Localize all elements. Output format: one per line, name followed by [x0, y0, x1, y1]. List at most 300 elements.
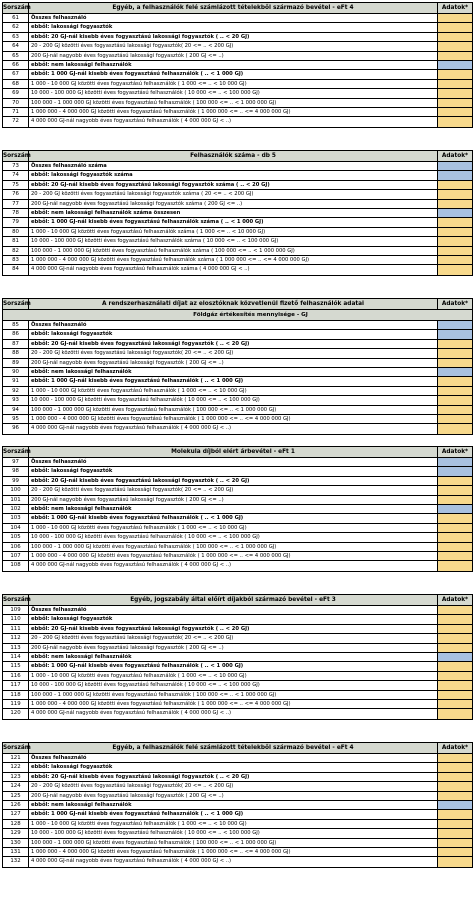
value-input-cell[interactable] [438, 70, 472, 78]
row-description: 1 000 - 10 000 GJ közötti éves fogyasztású felhasználók ( 1 000 <= .. < 10 000 GJ) [29, 524, 438, 532]
value-input-cell[interactable] [438, 644, 472, 652]
table-row [3, 61, 472, 70]
column-header-sorszam: Sorszám [3, 5, 31, 11]
value-input-cell[interactable] [438, 681, 472, 689]
value-input-cell[interactable] [438, 634, 472, 642]
value-input-cell[interactable] [438, 514, 472, 522]
row-description: ebből: lakossági fogyasztók száma [29, 171, 438, 179]
row-number: 110 [3, 615, 29, 623]
row-number: 129 [3, 829, 29, 837]
row-number: 114 [3, 653, 29, 661]
row-description: ebből: lakossági fogyasztók [29, 23, 438, 31]
value-input-cell[interactable] [438, 359, 472, 367]
value-input-cell[interactable] [438, 108, 472, 116]
row-number: 74 [3, 171, 29, 179]
table-row [3, 615, 472, 624]
row-description: 200 GJ-nál nagyobb éves fogyasztású lakossági fogyasztók ( 200 GJ <= ..) [29, 644, 438, 652]
row-number: 70 [3, 99, 29, 107]
row-description: 200 GJ-nál nagyobb éves fogyasztású lakossági fogyasztók ( 200 GJ <= ..) [29, 52, 438, 60]
row-description: ebből: 1 000 GJ-nál kisebb éves fogyasztású felhasználók ( .. < 1 000 GJ) [29, 810, 438, 818]
value-input-cell[interactable] [438, 486, 472, 494]
row-description: 20 - 200 GJ közötti éves fogyasztású lakossági fogyasztók( 20 <= .. < 200 GJ) [29, 42, 438, 50]
row-number: 66 [3, 61, 29, 69]
table-row [3, 829, 472, 838]
row-number: 105 [3, 533, 29, 541]
row-description: ebből: nem lakossági felhasználók [29, 61, 438, 69]
row-number: 100 [3, 486, 29, 494]
table-row [3, 181, 472, 190]
value-input-cell[interactable] [438, 606, 472, 614]
row-number: 101 [3, 496, 29, 504]
table-row [3, 810, 472, 819]
value-input-cell[interactable] [438, 773, 472, 781]
table-row [3, 672, 472, 681]
table-row [3, 857, 472, 866]
row-description: 200 GJ-nál nagyobb éves fogyasztású lakossági fogyasztók ( 200 GJ <= ..) [29, 496, 438, 504]
row-description: ebből: lakossági fogyasztók [29, 615, 438, 623]
row-description: 4 000 000 GJ-nál nagyobb éves fogyasztású felhasználók ( 4 000 000 GJ < ..) [29, 561, 438, 570]
value-input-cell[interactable] [438, 810, 472, 818]
value-input-cell[interactable] [438, 552, 472, 560]
row-number: 126 [3, 801, 29, 809]
row-number: 128 [3, 820, 29, 828]
column-header-sorszam: Sorszám [3, 745, 31, 751]
value-input-cell[interactable] [438, 340, 472, 348]
section-table [2, 150, 473, 276]
value-input-cell[interactable] [438, 524, 472, 532]
table-row [3, 496, 472, 505]
row-number: 130 [3, 839, 29, 847]
row-number: 104 [3, 524, 29, 532]
row-description: Összes felhasználó [29, 14, 438, 22]
table-row [3, 228, 472, 237]
value-input-cell[interactable] [438, 477, 472, 485]
row-description: ebből: nem lakossági felhasználók [29, 368, 438, 376]
value-input-cell[interactable] [438, 181, 472, 189]
value-input-cell[interactable] [438, 700, 472, 708]
row-number: 62 [3, 23, 29, 31]
row-number: 81 [3, 237, 29, 245]
table-row [3, 552, 472, 561]
value-input-cell[interactable] [438, 839, 472, 847]
table-row [3, 625, 472, 634]
table-row [3, 406, 472, 415]
table-row [3, 359, 472, 368]
row-description: 20 - 200 GJ közötti éves fogyasztású lakossági fogyasztók száma ( 20 <= .. < 200 GJ) [29, 190, 438, 198]
table-row [3, 368, 472, 377]
value-input-cell[interactable] [438, 672, 472, 680]
table-row [3, 662, 472, 671]
row-number: 122 [3, 763, 29, 771]
table-row [3, 477, 472, 486]
row-number: 82 [3, 247, 29, 255]
value-input-cell[interactable] [438, 467, 472, 475]
value-input-cell[interactable] [438, 23, 472, 31]
row-description: 100 000 - 1 000 000 GJ közötti éves fogyasztású felhasználók ( 100 000 <= .. < 1 000 000 GJ) [29, 691, 438, 699]
row-number: 121 [3, 754, 29, 762]
row-description: 1 000 000 - 4 000 000 GJ közötti éves fogyasztású felhasználók ( 1 000 000 <= .. <= 4 000 000 GJ) [29, 848, 438, 856]
row-number: 93 [3, 396, 29, 404]
row-description: 10 000 - 100 000 GJ közötti éves fogyasztású felhasználók ( 10 000 <= .. < 100 000 GJ) [29, 681, 438, 689]
column-header-sorszam: Sorszám [3, 301, 31, 307]
row-number: 84 [3, 265, 29, 274]
row-number: 124 [3, 782, 29, 790]
table-row [3, 634, 472, 643]
section-header [3, 447, 472, 458]
row-description: ebből: 1 000 GJ-nál kisebb éves fogyasztású felhasználók ( .. < 1 000 GJ) [29, 662, 438, 670]
column-header-adatok: Adatok* [441, 597, 469, 603]
value-input-cell[interactable] [438, 533, 472, 541]
row-number: 71 [3, 108, 29, 116]
section-table [2, 446, 473, 572]
value-input-cell[interactable] [438, 406, 472, 414]
value-input-cell[interactable] [438, 117, 472, 126]
section-title: A rendszerhasználati díjat az elosztóknak közvetlenül fizető felhasználók adatai [29, 299, 438, 309]
row-number: 111 [3, 625, 29, 633]
row-description: ebből: 1 000 GJ-nál kisebb éves fogyasztású felhasználók ( .. < 1 000 GJ) [29, 377, 438, 385]
row-number: 117 [3, 681, 29, 689]
table-row [3, 330, 472, 339]
row-number: 92 [3, 387, 29, 395]
row-number: 67 [3, 70, 29, 78]
row-description: ebből: 1 000 GJ-nál kisebb éves fogyasztású felhasználók száma ( .. < 1 000 GJ) [29, 218, 438, 226]
table-row [3, 801, 472, 810]
table-row [3, 533, 472, 542]
row-number: 77 [3, 200, 29, 208]
table-row [3, 218, 472, 227]
column-header-adatok: Adatok* [441, 301, 469, 307]
row-number: 125 [3, 792, 29, 800]
row-description: 100 000 - 1 000 000 GJ közötti éves fogyasztású felhasználók ( 100 000 <= .. < 1 000 000 GJ) [29, 839, 438, 847]
value-input-cell[interactable] [438, 801, 472, 809]
value-input-cell[interactable] [438, 99, 472, 107]
row-number: 89 [3, 359, 29, 367]
row-description: 4 000 000 GJ-nál nagyobb éves fogyasztású felhasználók ( 4 000 000 GJ < ..) [29, 424, 438, 433]
row-description: 100 000 - 1 000 000 GJ közötti éves fogyasztású felhasználók ( 100 000 <= .. < 1 000 000 GJ) [29, 543, 438, 551]
row-number: 91 [3, 377, 29, 385]
table-row [3, 237, 472, 246]
table-row [3, 23, 472, 32]
table-row [3, 200, 472, 209]
table-row [3, 561, 472, 570]
value-input-cell[interactable] [438, 782, 472, 790]
value-input-cell[interactable] [438, 14, 472, 22]
row-description: ebből: 20 GJ-nál kisebb éves fogyasztású lakossági fogyasztók száma ( .. < 20 GJ) [29, 181, 438, 189]
row-number: 63 [3, 33, 29, 41]
table-row [3, 14, 472, 23]
table-row [3, 70, 472, 79]
table-row [3, 209, 472, 218]
row-description: 1 000 000 - 4 000 000 GJ közötti éves fogyasztású felhasználók ( 1 000 000 <= .. <= 4 000 000 GJ) [29, 415, 438, 423]
row-number: 86 [3, 330, 29, 338]
table-row [3, 33, 472, 42]
row-number: 90 [3, 368, 29, 376]
table-row [3, 467, 472, 476]
value-input-cell[interactable] [438, 829, 472, 837]
column-header-adatok: Adatok* [441, 5, 469, 11]
row-number: 109 [3, 606, 29, 614]
value-input-cell[interactable] [438, 321, 472, 329]
value-input-cell[interactable] [438, 368, 472, 376]
row-number: 76 [3, 190, 29, 198]
column-header-adatok: Adatok* [441, 153, 469, 159]
row-description: 20 - 200 GJ közötti éves fogyasztású lakossági fogyasztók( 20 <= .. < 200 GJ) [29, 349, 438, 357]
row-description: 100 000 - 1 000 000 GJ közötti éves fogyasztású felhasználók ( 100 000 <= .. < 1 000 000 GJ) [29, 99, 438, 107]
table-row [3, 99, 472, 108]
table-row [3, 42, 472, 51]
row-description: ebből: nem lakossági felhasználók [29, 505, 438, 513]
section-table [2, 742, 473, 868]
table-row [3, 458, 472, 467]
row-number: 108 [3, 561, 29, 570]
row-description: Összes felhasználó [29, 606, 438, 614]
row-number: 112 [3, 634, 29, 642]
table-row [3, 681, 472, 690]
section-title: Felhasználók száma - db 5 [29, 151, 438, 161]
row-description: 10 000 - 100 000 GJ közötti éves fogyasztású felhasználók ( 10 000 <= .. < 100 000 GJ) [29, 89, 438, 97]
value-input-cell[interactable] [438, 200, 472, 208]
row-number: 83 [3, 256, 29, 264]
table-row [3, 653, 472, 662]
row-number: 88 [3, 349, 29, 357]
row-description: 20 - 200 GJ közötti éves fogyasztású lakossági fogyasztók( 20 <= .. < 200 GJ) [29, 782, 438, 790]
row-description: 4 000 000 GJ-nál nagyobb éves fogyasztású felhasználók ( 4 000 000 GJ < ..) [29, 709, 438, 718]
row-description: 1 000 - 10 000 GJ közötti éves fogyasztású felhasználók száma ( 1 000 <= .. < 10 000 GJ) [29, 228, 438, 236]
row-number: 65 [3, 52, 29, 60]
section-title: Molekula díjból elért árbevétel - eFt 1 [29, 447, 438, 457]
table-row [3, 763, 472, 772]
value-input-cell[interactable] [438, 625, 472, 633]
row-number: 103 [3, 514, 29, 522]
value-input-cell[interactable] [438, 228, 472, 236]
row-number: 85 [3, 321, 29, 329]
row-description: 20 - 200 GJ közötti éves fogyasztású lakossági fogyasztók( 20 <= .. < 200 GJ) [29, 486, 438, 494]
table-row [3, 162, 472, 171]
value-input-cell[interactable] [438, 857, 472, 866]
row-description: ebből: 20 GJ-nál kisebb éves fogyasztású lakossági fogyasztók ( .. < 20 GJ) [29, 773, 438, 781]
value-input-cell[interactable] [438, 171, 472, 179]
value-input-cell[interactable] [438, 754, 472, 762]
row-description: 100 000 - 1 000 000 GJ közötti éves fogyasztású felhasználók száma ( 100 000 <= .. < 1 000 000 GJ) [29, 247, 438, 255]
value-input-cell[interactable] [438, 561, 472, 570]
column-header-sorszam: Sorszám [3, 153, 31, 159]
row-description: ebből: 20 GJ-nál kisebb éves fogyasztású lakossági fogyasztók ( .. < 20 GJ) [29, 477, 438, 485]
table-row [3, 377, 472, 386]
value-input-cell[interactable] [438, 52, 472, 60]
value-input-cell[interactable] [438, 763, 472, 771]
row-description: Összes felhasználó száma [29, 162, 438, 170]
row-number: 131 [3, 848, 29, 856]
table-row [3, 321, 472, 330]
row-description: ebből: 20 GJ-nál kisebb éves fogyasztású lakossági fogyasztók ( .. < 20 GJ) [29, 340, 438, 348]
value-input-cell[interactable] [438, 505, 472, 513]
row-description: 4 000 000 GJ-nál nagyobb éves fogyasztású felhasználók ( 4 000 000 GJ < ..) [29, 117, 438, 126]
value-input-cell[interactable] [438, 89, 472, 97]
row-number: 80 [3, 228, 29, 236]
table-row [3, 424, 472, 433]
value-input-cell[interactable] [438, 415, 472, 423]
table-row [3, 265, 472, 274]
table-row [3, 792, 472, 801]
value-input-cell[interactable] [438, 61, 472, 69]
table-row [3, 514, 472, 523]
section-header [3, 299, 472, 310]
section-header [3, 743, 472, 754]
table-row [3, 505, 472, 514]
section-subtitle: Földgáz értékesítés mennyisége - GJ [3, 310, 472, 321]
table-row [3, 190, 472, 199]
table-row [3, 247, 472, 256]
value-input-cell[interactable] [438, 247, 472, 255]
value-input-cell[interactable] [438, 265, 472, 274]
table-row [3, 52, 472, 61]
table-row [3, 89, 472, 98]
table-row [3, 524, 472, 533]
row-description: 10 000 - 100 000 GJ közötti éves fogyasztású felhasználók ( 10 000 <= .. < 100 000 GJ) [29, 533, 438, 541]
row-description: 1 000 000 - 4 000 000 GJ közötti éves fogyasztású felhasználók ( 1 000 000 <= .. <= 4 000 000 GJ) [29, 108, 438, 116]
row-description: Összes felhasználó [29, 754, 438, 762]
section-title: Egyéb, jogszabály által előírt díjakból származó bevétel - eFt 3 [29, 595, 438, 605]
table-row [3, 117, 472, 126]
row-description: 200 GJ-nál nagyobb éves fogyasztású lakossági fogyasztók ( 200 GJ <= ..) [29, 359, 438, 367]
table-row [3, 340, 472, 349]
table-row [3, 387, 472, 396]
row-number: 99 [3, 477, 29, 485]
value-input-cell[interactable] [438, 396, 472, 404]
row-description: 1 000 - 10 000 GJ közötti éves fogyasztású felhasználók ( 1 000 <= .. < 10 000 GJ) [29, 387, 438, 395]
row-description: 1 000 - 10 000 GJ közötti éves fogyasztású felhasználók ( 1 000 <= .. < 10 000 GJ) [29, 672, 438, 680]
row-number: 115 [3, 662, 29, 670]
value-input-cell[interactable] [438, 80, 472, 88]
row-description: ebből: lakossági fogyasztók [29, 763, 438, 771]
table-row [3, 820, 472, 829]
row-number: 127 [3, 810, 29, 818]
value-input-cell[interactable] [438, 709, 472, 718]
row-description: Összes felhasználó [29, 321, 438, 329]
row-number: 97 [3, 458, 29, 466]
section-header [3, 595, 472, 606]
row-description: 1 000 000 - 4 000 000 GJ közötti éves fogyasztású felhasználók száma ( 1 000 000 <= .. <= 4 000 000 GJ) [29, 256, 438, 264]
row-description: ebből: lakossági fogyasztók [29, 330, 438, 338]
column-header-adatok: Adatok* [441, 745, 469, 751]
value-input-cell[interactable] [438, 691, 472, 699]
section-title: Egyéb, a felhasználók felé számlázott tételekből származó bevétel - eFt 4 [29, 3, 438, 13]
value-input-cell[interactable] [438, 792, 472, 800]
row-number: 116 [3, 672, 29, 680]
row-description: ebből: nem lakossági felhasználók [29, 653, 438, 661]
table-row [3, 606, 472, 615]
row-description: 100 000 - 1 000 000 GJ közötti éves fogyasztású felhasználók ( 100 000 <= .. < 1 000 000 GJ) [29, 406, 438, 414]
section-table [2, 594, 473, 720]
table-row [3, 644, 472, 653]
value-input-cell[interactable] [438, 209, 472, 217]
section-title: Egyéb, a felhasználók felé számlázott tételekből származó bevétel - eFt 4 [29, 743, 438, 753]
value-input-cell[interactable] [438, 256, 472, 264]
row-description: 1 000 - 10 000 GJ közötti éves fogyasztású felhasználók ( 1 000 <= .. < 10 000 GJ) [29, 820, 438, 828]
value-input-cell[interactable] [438, 387, 472, 395]
row-number: 106 [3, 543, 29, 551]
row-description: 1 000 000 - 4 000 000 GJ közötti éves fogyasztású felhasználók ( 1 000 000 <= .. <= 4 000 000 GJ) [29, 552, 438, 560]
row-description: 10 000 - 100 000 GJ közötti éves fogyasztású felhasználók ( 10 000 <= .. < 100 000 GJ) [29, 829, 438, 837]
value-input-cell[interactable] [438, 662, 472, 670]
table-row [3, 700, 472, 709]
row-number: 75 [3, 181, 29, 189]
value-input-cell[interactable] [438, 330, 472, 338]
value-input-cell[interactable] [438, 42, 472, 50]
value-input-cell[interactable] [438, 162, 472, 170]
row-number: 120 [3, 709, 29, 718]
value-input-cell[interactable] [438, 349, 472, 357]
table-row [3, 782, 472, 791]
value-input-cell[interactable] [438, 237, 472, 245]
row-description: ebből: 20 GJ-nál kisebb éves fogyasztású lakossági fogyasztók ( .. < 20 GJ) [29, 33, 438, 41]
column-header-adatok: Adatok* [441, 449, 469, 455]
row-number: 107 [3, 552, 29, 560]
table-row [3, 396, 472, 405]
row-number: 64 [3, 42, 29, 50]
row-number: 96 [3, 424, 29, 433]
value-input-cell[interactable] [438, 653, 472, 661]
row-description: ebből: lakossági fogyasztók [29, 467, 438, 475]
row-description: 10 000 - 100 000 GJ közötti éves fogyasztású felhasználók ( 10 000 <= .. < 100 000 GJ) [29, 396, 438, 404]
value-input-cell[interactable] [438, 218, 472, 226]
row-description: ebből: 1 000 GJ-nál kisebb éves fogyasztású felhasználók ( .. < 1 000 GJ) [29, 70, 438, 78]
row-number: 78 [3, 209, 29, 217]
row-number: 72 [3, 117, 29, 126]
row-number: 79 [3, 218, 29, 226]
row-number: 73 [3, 162, 29, 170]
table-row [3, 108, 472, 117]
row-description: 1 000 - 10 000 GJ közötti éves fogyasztású felhasználók ( 1 000 <= .. < 10 000 GJ) [29, 80, 438, 88]
row-description: ebből: 20 GJ-nál kisebb éves fogyasztású lakossági fogyasztók ( .. < 20 GJ) [29, 625, 438, 633]
table-row [3, 349, 472, 358]
value-input-cell[interactable] [438, 424, 472, 433]
value-input-cell[interactable] [438, 848, 472, 856]
row-description: 200 GJ-nál nagyobb éves fogyasztású lakossági fogyasztók száma ( 200 GJ <= ..) [29, 200, 438, 208]
row-description: 4 000 000 GJ-nál nagyobb éves fogyasztású felhasználók száma ( 4 000 000 GJ < ..) [29, 265, 438, 274]
table-row [3, 543, 472, 552]
row-description: 4 000 000 GJ-nál nagyobb éves fogyasztású felhasználók ( 4 000 000 GJ < ..) [29, 857, 438, 866]
value-input-cell[interactable] [438, 496, 472, 504]
row-number: 102 [3, 505, 29, 513]
value-input-cell[interactable] [438, 458, 472, 466]
row-number: 69 [3, 89, 29, 97]
row-description: 200 GJ-nál nagyobb éves fogyasztású lakossági fogyasztók ( 200 GJ <= ..) [29, 792, 438, 800]
row-number: 87 [3, 340, 29, 348]
value-input-cell[interactable] [438, 33, 472, 41]
row-number: 119 [3, 700, 29, 708]
section-header [3, 3, 472, 14]
row-number: 98 [3, 467, 29, 475]
value-input-cell[interactable] [438, 820, 472, 828]
row-number: 61 [3, 14, 29, 22]
row-description: ebből: 1 000 GJ-nál kisebb éves fogyasztású felhasználók ( .. < 1 000 GJ) [29, 514, 438, 522]
row-description: ebből: nem lakossági felhasználók [29, 801, 438, 809]
table-row [3, 256, 472, 265]
value-input-cell[interactable] [438, 377, 472, 385]
column-header-sorszam: Sorszám [3, 449, 31, 455]
table-row [3, 754, 472, 763]
row-number: 132 [3, 857, 29, 866]
row-description: 1 000 000 - 4 000 000 GJ közötti éves fogyasztású felhasználók ( 1 000 000 <= .. <= 4 000 000 GJ) [29, 700, 438, 708]
row-number: 94 [3, 406, 29, 414]
row-description: ebből: nem lakossági felhasználók száma összesen [29, 209, 438, 217]
row-number: 123 [3, 773, 29, 781]
value-input-cell[interactable] [438, 615, 472, 623]
value-input-cell[interactable] [438, 543, 472, 551]
value-input-cell[interactable] [438, 190, 472, 198]
table-row [3, 486, 472, 495]
